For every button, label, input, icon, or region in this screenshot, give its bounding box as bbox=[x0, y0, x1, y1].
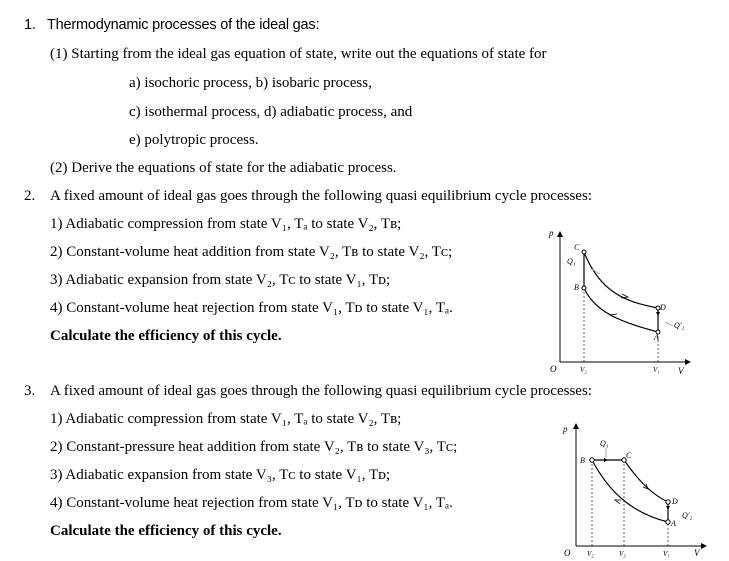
problem3-step-2: 2) Constant-pressure heat addition from state V₂, Tʙ to state V₃, Tᴄ; bbox=[50, 439, 458, 455]
p-axis-label: p bbox=[549, 228, 554, 238]
point-b-label: B bbox=[574, 283, 579, 292]
problem2-step-3: 3) Adiabatic expansion from state V₂, Tᴄ to state V₁, Tᴅ; bbox=[50, 272, 391, 288]
v-tick-v2: V₂ bbox=[587, 550, 594, 558]
problem1-part1-line2: a) isochoric process, b) isobaric process, bbox=[129, 75, 372, 91]
v-axis-label: V bbox=[678, 366, 684, 374]
problem1-title: Thermodynamic processes of the ideal gas: bbox=[47, 17, 320, 33]
v-tick-v1: V₁ bbox=[653, 366, 660, 374]
problem2-number: 2. bbox=[24, 188, 36, 204]
adiabat-cd bbox=[624, 460, 668, 502]
point-c-label: C bbox=[574, 243, 580, 252]
problem2-step-2: 2) Constant-volume heat addition from state V₂, Tʙ to state V₂, Tᴄ; bbox=[50, 244, 453, 260]
problem2-step-4: 4) Constant-volume heat rejection from state V₁, Tᴅ to state V₁, Tₐ. bbox=[50, 300, 453, 316]
problem1-number: 1. bbox=[24, 17, 36, 33]
origin-label: O bbox=[550, 364, 557, 374]
problem3-step-1: 1) Adiabatic compression from state V₁, Tₐ to state V₂, Tʙ; bbox=[50, 411, 402, 427]
adiabat-ab bbox=[584, 288, 658, 332]
problem3-step-3: 3) Adiabatic expansion from state V₃, Tᴄ to state V₁, Tᴅ; bbox=[50, 467, 391, 483]
heat-out-label: Q′₂ bbox=[682, 511, 693, 520]
problem2-pv-diagram bbox=[540, 222, 700, 374]
problem1-part2: (2) Derive the equations of state for the adiabatic process. bbox=[50, 160, 397, 176]
problem3-number: 3. bbox=[24, 383, 36, 399]
heat-in-label: Q₁ bbox=[567, 257, 576, 266]
v-tick-v1: V₁ bbox=[663, 550, 670, 558]
p-axis-label: p bbox=[563, 424, 568, 434]
point-c-label: C bbox=[626, 451, 632, 460]
point-d-label: D bbox=[672, 497, 678, 506]
problem1-part1-line3: c) isothermal process, d) adiabatic process, and bbox=[129, 104, 413, 120]
problem3-step-4: 4) Constant-volume heat rejection from state V₁, Tᴅ to state V₁, Tₐ. bbox=[50, 495, 453, 511]
problem2-step-1: 1) Adiabatic compression from state V₁, Tₐ to state V₂, Tʙ; bbox=[50, 216, 402, 232]
problem1-part1-line4: e) polytropic process. bbox=[129, 132, 259, 148]
problem1-part1-intro: (1) Starting from the ideal gas equation of state, write out the equations of state for bbox=[50, 46, 547, 62]
problem3-intro: A fixed amount of ideal gas goes through the following quasi equilibrium cycle processes: bbox=[50, 383, 592, 399]
point-d-label: D bbox=[660, 303, 666, 312]
heat-out-label: Q′₂ bbox=[674, 321, 685, 330]
origin-label: O bbox=[564, 548, 571, 558]
v-tick-v3: V₃ bbox=[619, 550, 626, 558]
point-a-label: A bbox=[671, 519, 676, 528]
heat-in-label: Q₁ bbox=[600, 439, 609, 448]
problem3-pv-diagram bbox=[556, 418, 712, 558]
v-axis-label: V bbox=[694, 548, 700, 558]
point-a-label: A bbox=[654, 333, 659, 342]
v-tick-v2: V₂ bbox=[580, 366, 587, 374]
point-b-label: B bbox=[580, 456, 585, 465]
problem2-question: Calculate the efficiency of this cycle. bbox=[50, 328, 282, 344]
problem2-intro: A fixed amount of ideal gas goes through the following quasi equilibrium cycle processes: bbox=[50, 188, 592, 204]
adiabat-ab bbox=[592, 460, 668, 522]
adiabat-cd bbox=[584, 252, 658, 308]
problem3-question: Calculate the efficiency of this cycle. bbox=[50, 523, 282, 539]
